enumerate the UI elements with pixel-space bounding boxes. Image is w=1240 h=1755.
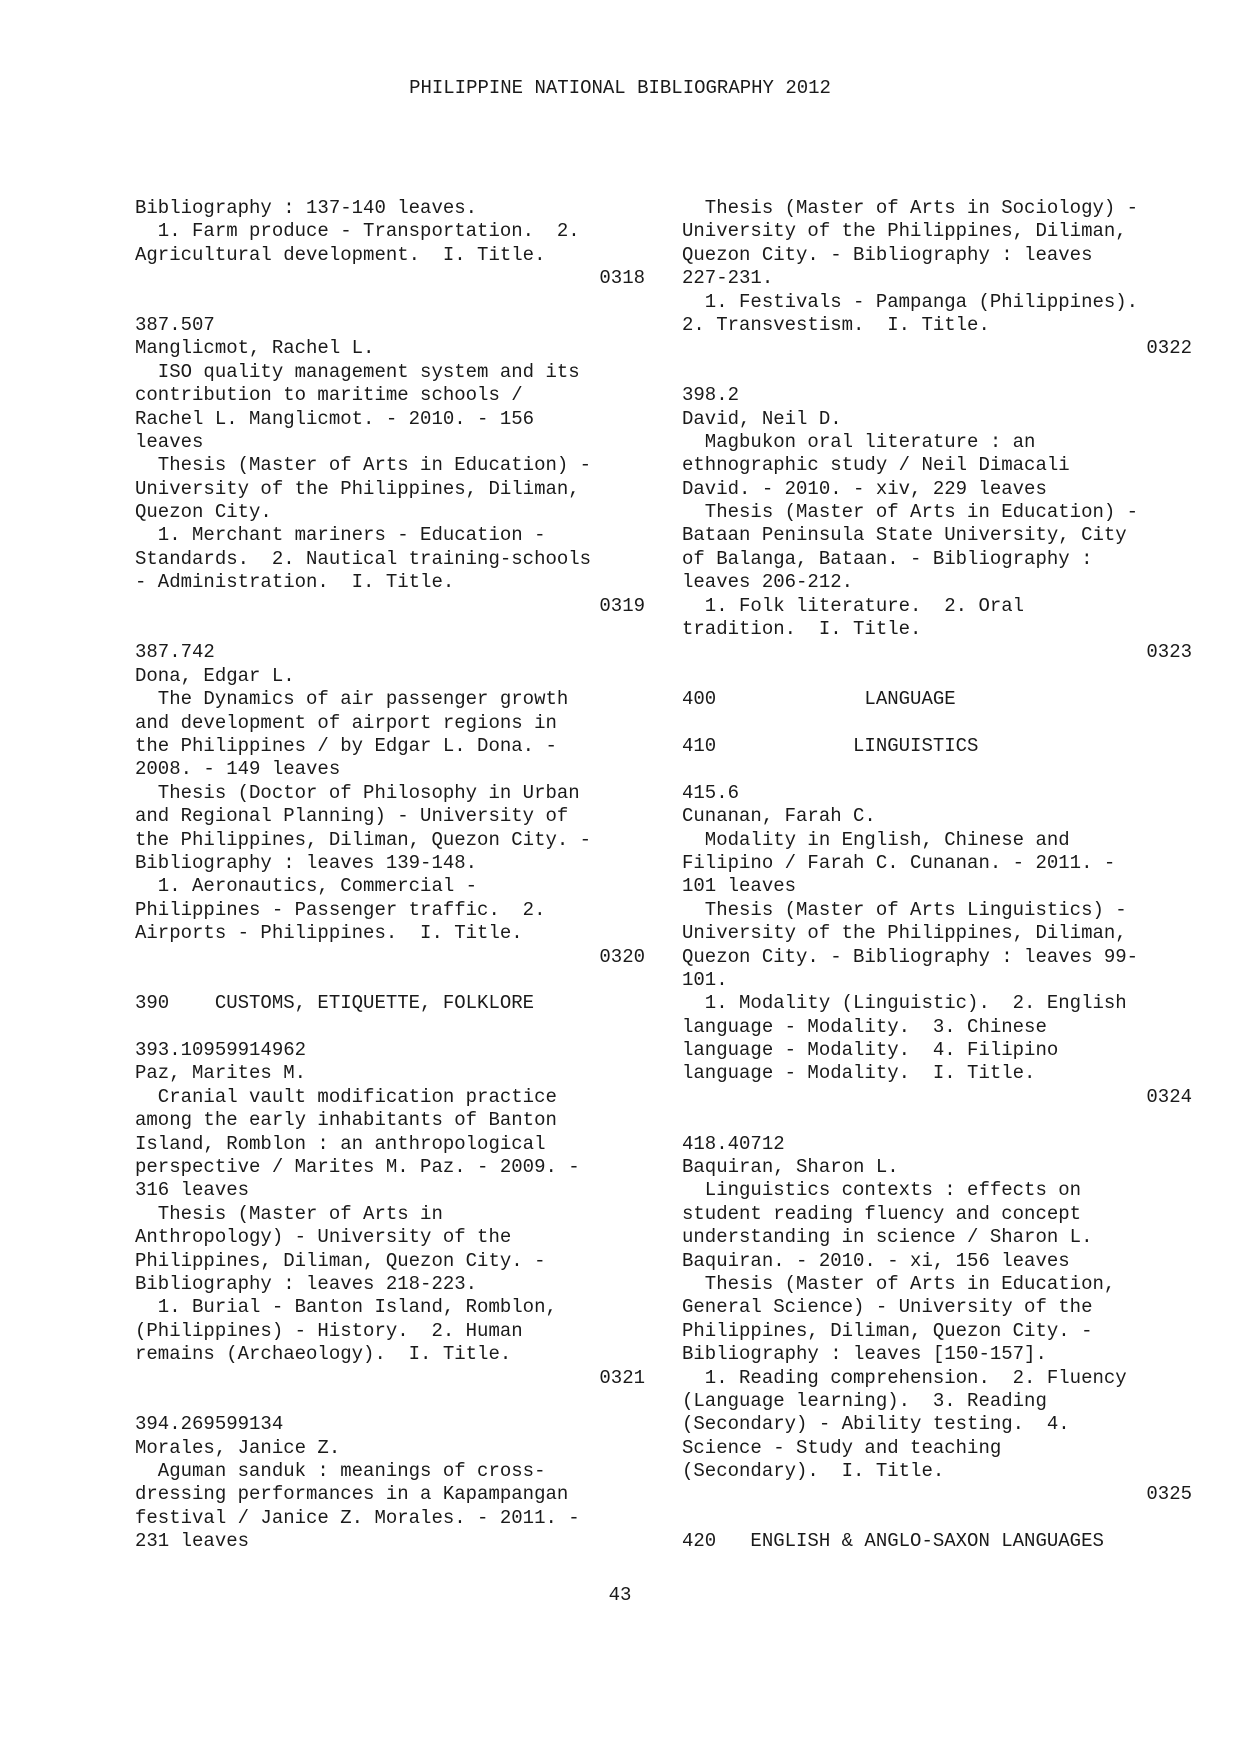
text-line: Quezon City. bbox=[135, 501, 272, 524]
section-heading: 420 ENGLISH & ANGLO-SAXON LANGUAGES bbox=[682, 1530, 1104, 1553]
text-line: 1. Farm produce - Transportation. 2. bbox=[135, 220, 580, 243]
text-line: General Science) - University of the bbox=[682, 1296, 1093, 1319]
record-number: 0318 bbox=[599, 267, 645, 290]
blank-line bbox=[135, 618, 645, 641]
text-line: Bataan Peninsula State University, City bbox=[682, 524, 1127, 547]
text-line: Anthropology) - University of the bbox=[135, 1226, 512, 1249]
text-line: perspective / Marites M. Paz. - 2009. - bbox=[135, 1156, 580, 1179]
text-line: (Secondary). I. Title. bbox=[682, 1460, 945, 1483]
record-number: 0320 bbox=[599, 945, 645, 968]
text-line: and Regional Planning) - University of bbox=[135, 805, 569, 828]
text-line: tradition. I. Title. bbox=[682, 618, 922, 641]
text-line: Modality in English, Chinese and bbox=[682, 828, 1070, 851]
blank-line bbox=[135, 1016, 645, 1039]
text-line: (Secondary) - Ability testing. 4. bbox=[682, 1413, 1070, 1436]
call-number: 418.40712 bbox=[682, 1132, 785, 1155]
text-line: the Philippines / by Edgar L. Dona. - bbox=[135, 734, 557, 757]
text-line: Philippines, Diliman, Quezon City. - bbox=[682, 1319, 1093, 1342]
call-number: 398.2 bbox=[682, 384, 740, 407]
author-line: Morales, Janice Z. bbox=[135, 1436, 341, 1459]
text-line: Bibliography : leaves 218-223. bbox=[135, 1272, 478, 1295]
author-line: David, Neil D. bbox=[682, 407, 842, 430]
text-line: language - Modality. 3. Chinese bbox=[682, 1015, 1047, 1038]
text-line: Island, Romblon : an anthropological bbox=[135, 1132, 546, 1155]
text-line: language - Modality. 4. Filipino bbox=[682, 1039, 1059, 1062]
text-line: Agricultural development. I. Title. bbox=[135, 243, 546, 266]
text-line: of Balanga, Bataan. - Bibliography : bbox=[682, 547, 1093, 570]
author-line: Baquiran, Sharon L. bbox=[682, 1156, 899, 1179]
text-line: 101 leaves bbox=[682, 875, 797, 898]
left-column bbox=[135, 197, 645, 1554]
text-line: leaves 206-212. bbox=[682, 571, 854, 594]
text-line: leaves bbox=[135, 430, 204, 453]
text-line: ethnographic study / Neil Dimacali bbox=[682, 454, 1070, 477]
blank-line bbox=[682, 712, 1192, 735]
text-line: University of the Philippines, Diliman, bbox=[682, 922, 1127, 945]
record-number: 0322 bbox=[1146, 337, 1192, 360]
text-line: student reading fluency and concept bbox=[682, 1202, 1082, 1225]
section-heading: 400 LANGUAGE bbox=[682, 688, 956, 711]
blank-line bbox=[135, 291, 645, 314]
text-line: festival / Janice Z. Morales. - 2011. - bbox=[135, 1506, 580, 1529]
text-line: (Language learning). 3. Reading bbox=[682, 1389, 1047, 1412]
text-line: - Administration. I. Title. bbox=[135, 571, 455, 594]
blank-line bbox=[682, 361, 1192, 384]
text-line: 2. Transvestism. I. Title. bbox=[682, 313, 990, 336]
call-number: 387.742 bbox=[135, 641, 215, 664]
text-line: Airports - Philippines. I. Title. bbox=[135, 922, 523, 945]
blank-line bbox=[135, 969, 645, 992]
call-number: 387.507 bbox=[135, 313, 215, 336]
text-line: The Dynamics of air passenger growth bbox=[135, 688, 569, 711]
page-title: PHILIPPINE NATIONAL BIBLIOGRAPHY 2012 bbox=[409, 77, 831, 99]
text-line: Quezon City. - Bibliography : leaves 99- bbox=[682, 945, 1139, 968]
text-line: Philippines, Diliman, Quezon City. - bbox=[135, 1249, 546, 1272]
text-line: University of the Philippines, Diliman, bbox=[682, 220, 1127, 243]
author-line: Paz, Marites M. bbox=[135, 1062, 307, 1085]
text-line: (Philippines) - History. 2. Human bbox=[135, 1319, 523, 1342]
text-line: Thesis (Master of Arts in Education) - bbox=[135, 454, 592, 477]
text-line: Cranial vault modification practice bbox=[135, 1085, 557, 1108]
text-line: Thesis (Master of Arts in Education, bbox=[682, 1272, 1116, 1295]
text-line: 1. Merchant mariners - Education - bbox=[135, 524, 546, 547]
text-line: Linguistics contexts : effects on bbox=[682, 1179, 1082, 1202]
text-line: Bibliography : leaves 139-148. bbox=[135, 851, 478, 874]
text-line: Bibliography : 137-140 leaves. bbox=[135, 197, 478, 219]
record-number: 0323 bbox=[1146, 641, 1192, 664]
text-line: Thesis (Master of Arts in bbox=[135, 1202, 443, 1225]
blank-line bbox=[135, 1390, 645, 1413]
author-line: Cunanan, Farah C. bbox=[682, 805, 876, 828]
record-number: 0324 bbox=[1146, 1085, 1192, 1108]
text-line: Thesis (Doctor of Philosophy in Urban bbox=[135, 781, 580, 804]
section-heading: 390 CUSTOMS, ETIQUETTE, FOLKLORE bbox=[135, 992, 535, 1015]
blank-line bbox=[682, 665, 1192, 688]
text-line: University of the Philippines, Diliman, bbox=[135, 477, 580, 500]
text-line: Standards. 2. Nautical training-schools bbox=[135, 547, 592, 570]
record-number: 0319 bbox=[599, 594, 645, 617]
text-line: contribution to maritime schools / bbox=[135, 384, 523, 407]
text-line: Quezon City. - Bibliography : leaves bbox=[682, 243, 1093, 266]
text-line: Science - Study and teaching bbox=[682, 1436, 1002, 1459]
call-number: 393.10959914962 bbox=[135, 1039, 307, 1062]
text-line: Thesis (Master of Arts Linguistics) - bbox=[682, 898, 1127, 921]
text-line: Baquiran. - 2010. - xi, 156 leaves bbox=[682, 1249, 1070, 1272]
text-line: 1. Burial - Banton Island, Romblon, bbox=[135, 1296, 557, 1319]
text-line: 1. Reading comprehension. 2. Fluency bbox=[682, 1366, 1127, 1389]
text-line: 1. Modality (Linguistic). 2. English bbox=[682, 992, 1127, 1015]
text-line: Thesis (Master of Arts in Education) - bbox=[682, 501, 1139, 524]
text-line: language - Modality. I. Title. bbox=[682, 1062, 1036, 1085]
page-number: 43 bbox=[608, 1584, 632, 1606]
text-line: Rachel L. Manglicmot. - 2010. - 156 bbox=[135, 407, 535, 430]
author-line: Manglicmot, Rachel L. bbox=[135, 337, 375, 360]
record-number: 0321 bbox=[599, 1366, 645, 1389]
blank-line bbox=[682, 1109, 1192, 1132]
text-line: 2008. - 149 leaves bbox=[135, 758, 341, 781]
record-number: 0325 bbox=[1146, 1483, 1192, 1506]
section-heading: 410 LINGUISTICS bbox=[682, 734, 979, 757]
text-line: 231 leaves bbox=[135, 1530, 250, 1553]
text-line: Bibliography : leaves [150-157]. bbox=[682, 1343, 1047, 1366]
text-line: ISO quality management system and its bbox=[135, 360, 580, 383]
text-line: dressing performances in a Kapampangan bbox=[135, 1483, 569, 1506]
text-line: 101. bbox=[682, 968, 728, 991]
text-line: Philippines - Passenger traffic. 2. bbox=[135, 898, 546, 921]
text-line: 1. Folk literature. 2. Oral bbox=[682, 594, 1025, 617]
text-line: among the early inhabitants of Banton bbox=[135, 1109, 557, 1132]
text-line: and development of airport regions in bbox=[135, 711, 557, 734]
call-number: 415.6 bbox=[682, 781, 740, 804]
text-line: Magbukon oral literature : an bbox=[682, 430, 1036, 453]
text-line: Filipino / Farah C. Cunanan. - 2011. - bbox=[682, 851, 1116, 874]
text-line: remains (Archaeology). I. Title. bbox=[135, 1343, 512, 1366]
text-line: 1. Festivals - Pampanga (Philippines). bbox=[682, 290, 1139, 313]
right-column bbox=[682, 197, 1192, 1554]
blank-line bbox=[682, 758, 1192, 781]
text-line: Aguman sanduk : meanings of cross- bbox=[135, 1460, 546, 1483]
call-number: 394.269599134 bbox=[135, 1413, 284, 1436]
text-line: David. - 2010. - xiv, 229 leaves bbox=[682, 477, 1047, 500]
text-line: understanding in science / Sharon L. bbox=[682, 1226, 1093, 1249]
text-line: Thesis (Master of Arts in Sociology) - bbox=[682, 197, 1139, 219]
blank-line bbox=[682, 1507, 1192, 1530]
author-line: Dona, Edgar L. bbox=[135, 664, 295, 687]
text-line: 316 leaves bbox=[135, 1179, 250, 1202]
text-line: 1. Aeronautics, Commercial - bbox=[135, 875, 478, 898]
text-line: the Philippines, Diliman, Quezon City. - bbox=[135, 828, 592, 851]
text-line: 227-231. bbox=[682, 267, 774, 290]
